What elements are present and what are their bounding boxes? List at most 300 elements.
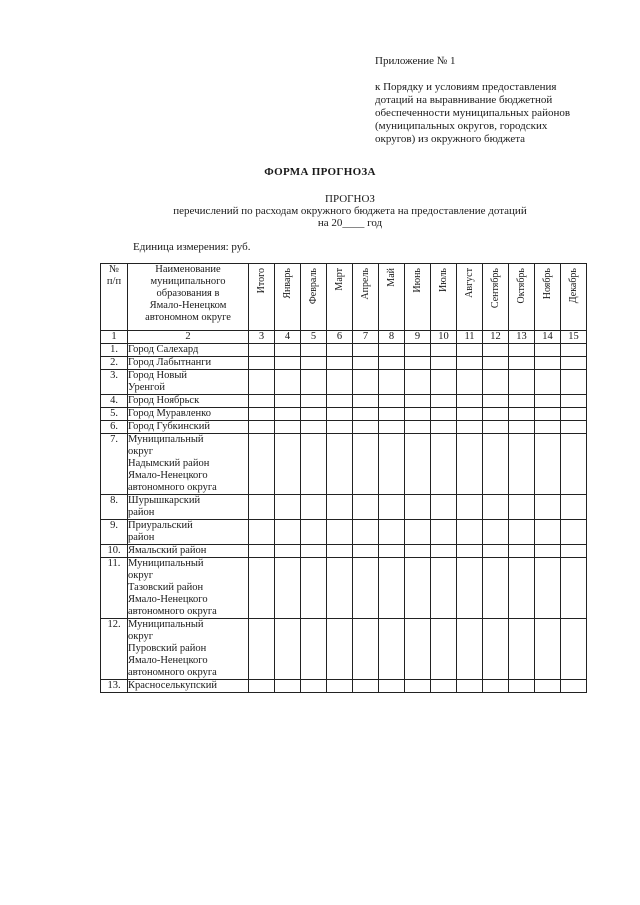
table-row — [101, 520, 587, 545]
prognoz-line-2: на 20____ год — [317, 217, 383, 229]
municipality-name-line: Тазовский район — [128, 582, 204, 593]
value-cell[interactable] — [535, 495, 561, 520]
value-cell[interactable] — [431, 680, 457, 693]
value-cell[interactable] — [457, 619, 483, 680]
header-name-line: Наименование — [155, 264, 221, 275]
value-cell[interactable] — [379, 520, 405, 545]
units-label: Единица измерения: руб. — [133, 241, 251, 253]
municipality-name — [128, 370, 249, 395]
value-cell[interactable] — [483, 370, 509, 395]
header-month: Сентябрь — [489, 268, 501, 309]
header-month: Ноябрь — [541, 268, 553, 300]
municipality-name-line: автономного округа — [128, 667, 217, 678]
row-number: 10. — [101, 545, 128, 558]
municipality-name — [128, 434, 249, 495]
table-row — [101, 357, 587, 370]
table-body — [101, 344, 587, 693]
value-cell[interactable] — [509, 545, 535, 558]
value-cell[interactable] — [535, 370, 561, 395]
header-month: Апрель — [359, 268, 371, 300]
value-cell[interactable] — [483, 619, 509, 680]
prognoz-heading: ПРОГНОЗ — [325, 193, 375, 205]
value-cell[interactable] — [483, 558, 509, 619]
value-cell[interactable] — [301, 395, 327, 408]
value-cell[interactable] — [275, 357, 301, 370]
municipality-name — [128, 421, 249, 434]
value-cell[interactable] — [483, 395, 509, 408]
column-number: 15 — [561, 331, 587, 344]
header-month-cell — [457, 264, 483, 331]
value-cell[interactable] — [431, 395, 457, 408]
header-month: Август — [463, 268, 475, 298]
value-cell[interactable] — [275, 520, 301, 545]
value-cell[interactable] — [483, 545, 509, 558]
municipality-name — [128, 495, 249, 520]
row-number: 5. — [101, 408, 128, 421]
value-cell[interactable] — [535, 680, 561, 693]
value-cell[interactable] — [353, 545, 379, 558]
value-cell[interactable] — [561, 395, 587, 408]
header-month: Июль — [437, 268, 449, 292]
value-cell[interactable] — [249, 545, 275, 558]
value-cell[interactable] — [535, 434, 561, 495]
value-cell[interactable] — [327, 619, 353, 680]
value-cell[interactable] — [275, 395, 301, 408]
value-cell[interactable] — [301, 408, 327, 421]
value-cell[interactable] — [457, 434, 483, 495]
municipality-name — [128, 344, 249, 357]
header-month: Январь — [281, 268, 293, 299]
header-month-cell — [405, 264, 431, 331]
value-cell[interactable] — [509, 558, 535, 619]
column-number: 2 — [128, 331, 249, 344]
header-month-cell — [275, 264, 301, 331]
municipality-name-line: Город Лабытнанги — [128, 357, 212, 368]
value-cell[interactable] — [405, 344, 431, 357]
value-cell[interactable] — [405, 680, 431, 693]
municipality-name-line: Красноселькупский — [128, 680, 218, 691]
value-cell[interactable] — [431, 421, 457, 434]
value-cell[interactable] — [405, 545, 431, 558]
header-row — [101, 264, 587, 331]
header-month-cell — [431, 264, 457, 331]
municipality-name-line: автономного округа — [128, 482, 217, 493]
appendix-line: дотаций на выравнивание бюджетной — [375, 94, 553, 106]
municipality-name-line: Город Губкинский — [128, 421, 211, 432]
value-cell[interactable] — [431, 558, 457, 619]
row-number: 9. — [101, 520, 128, 545]
value-cell[interactable] — [275, 545, 301, 558]
value-cell[interactable] — [561, 434, 587, 495]
column-number: 10 — [431, 331, 457, 344]
value-cell[interactable] — [327, 558, 353, 619]
header-name-line: автономном округе — [145, 312, 231, 323]
column-number: 13 — [509, 331, 535, 344]
header-month-cell — [249, 264, 275, 331]
table-row — [101, 408, 587, 421]
value-cell[interactable] — [379, 408, 405, 421]
value-cell[interactable] — [327, 357, 353, 370]
value-cell[interactable] — [431, 545, 457, 558]
row-number: 4. — [101, 395, 128, 408]
value-cell[interactable] — [379, 558, 405, 619]
municipality-name-line: Муниципальный — [128, 434, 204, 445]
value-cell[interactable] — [249, 520, 275, 545]
header-month-cell — [353, 264, 379, 331]
value-cell[interactable] — [561, 370, 587, 395]
value-cell[interactable] — [327, 495, 353, 520]
header-month-cell — [327, 264, 353, 331]
appendix-line: к Порядку и условиям предоставления — [375, 81, 557, 93]
municipality-name-line: Город Муравленко — [128, 408, 211, 419]
value-cell[interactable] — [483, 495, 509, 520]
row-number: 1. — [101, 344, 128, 357]
value-cell[interactable] — [275, 495, 301, 520]
value-cell[interactable] — [561, 344, 587, 357]
value-cell[interactable] — [405, 520, 431, 545]
value-cell[interactable] — [249, 370, 275, 395]
value-cell[interactable] — [275, 421, 301, 434]
header-total: Итого — [255, 268, 267, 294]
value-cell[interactable] — [405, 370, 431, 395]
value-cell[interactable] — [353, 344, 379, 357]
header-month: Май — [385, 268, 397, 287]
table-row — [101, 680, 587, 693]
header-num-line: № — [108, 264, 120, 275]
value-cell[interactable] — [327, 370, 353, 395]
header-month-cell — [535, 264, 561, 331]
municipality-name-line: Город Салехард — [128, 344, 199, 355]
value-cell[interactable] — [275, 434, 301, 495]
table-row — [101, 434, 587, 495]
value-cell[interactable] — [405, 357, 431, 370]
value-cell[interactable] — [457, 680, 483, 693]
value-cell[interactable] — [379, 344, 405, 357]
table-row — [101, 395, 587, 408]
value-cell[interactable] — [457, 395, 483, 408]
value-cell[interactable] — [379, 680, 405, 693]
value-cell[interactable] — [535, 408, 561, 421]
value-cell[interactable] — [509, 408, 535, 421]
column-number: 7 — [353, 331, 379, 344]
value-cell[interactable] — [509, 370, 535, 395]
column-number: 12 — [483, 331, 509, 344]
value-cell[interactable] — [249, 558, 275, 619]
header-month: Декабрь — [567, 268, 579, 304]
row-number: 13. — [101, 680, 128, 693]
value-cell[interactable] — [509, 680, 535, 693]
value-cell[interactable] — [301, 545, 327, 558]
value-cell[interactable] — [301, 558, 327, 619]
value-cell[interactable] — [509, 421, 535, 434]
value-cell[interactable] — [561, 545, 587, 558]
value-cell[interactable] — [353, 370, 379, 395]
value-cell[interactable] — [457, 520, 483, 545]
column-number: 4 — [275, 331, 301, 344]
value-cell[interactable] — [249, 434, 275, 495]
value-cell[interactable] — [301, 421, 327, 434]
header-num-line: п/п — [106, 276, 122, 287]
value-cell[interactable] — [535, 344, 561, 357]
value-cell[interactable] — [509, 520, 535, 545]
value-cell[interactable] — [249, 344, 275, 357]
header-month: Октябрь — [515, 268, 527, 304]
value-cell[interactable] — [561, 408, 587, 421]
value-cell[interactable] — [249, 495, 275, 520]
value-cell[interactable] — [457, 558, 483, 619]
value-cell[interactable] — [353, 434, 379, 495]
municipality-name-line: район — [128, 507, 155, 518]
value-cell[interactable] — [353, 408, 379, 421]
value-cell[interactable] — [405, 495, 431, 520]
value-cell[interactable] — [509, 344, 535, 357]
value-cell[interactable] — [301, 434, 327, 495]
municipality-name-line: Приуральский — [128, 520, 193, 531]
value-cell[interactable] — [431, 520, 457, 545]
value-cell[interactable] — [483, 680, 509, 693]
value-cell[interactable] — [379, 357, 405, 370]
value-cell[interactable] — [353, 495, 379, 520]
column-number: 6 — [327, 331, 353, 344]
value-cell[interactable] — [275, 344, 301, 357]
appendix-text — [375, 81, 615, 146]
value-cell[interactable] — [561, 680, 587, 693]
value-cell[interactable] — [327, 680, 353, 693]
header-month-cell — [379, 264, 405, 331]
value-cell[interactable] — [301, 495, 327, 520]
value-cell[interactable] — [405, 434, 431, 495]
value-cell[interactable] — [457, 357, 483, 370]
value-cell[interactable] — [457, 408, 483, 421]
header-month-cell — [483, 264, 509, 331]
column-number: 11 — [457, 331, 483, 344]
header-num-cell — [101, 264, 128, 331]
value-cell[interactable] — [431, 344, 457, 357]
value-cell[interactable] — [353, 520, 379, 545]
value-cell[interactable] — [353, 558, 379, 619]
municipality-name — [128, 558, 249, 619]
value-cell[interactable] — [561, 619, 587, 680]
value-cell[interactable] — [327, 520, 353, 545]
value-cell[interactable] — [379, 421, 405, 434]
header-month: Июнь — [411, 268, 423, 293]
appendix-line: (муниципальных округов, городских — [375, 120, 548, 132]
value-cell[interactable] — [379, 434, 405, 495]
value-cell[interactable] — [457, 421, 483, 434]
value-cell[interactable] — [327, 421, 353, 434]
value-cell[interactable] — [405, 395, 431, 408]
municipality-name-line: округ — [128, 570, 154, 581]
value-cell[interactable] — [353, 395, 379, 408]
value-cell[interactable] — [457, 370, 483, 395]
value-cell[interactable] — [275, 680, 301, 693]
header-month-cell — [509, 264, 535, 331]
value-cell[interactable] — [457, 495, 483, 520]
municipality-name — [128, 680, 249, 693]
value-cell[interactable] — [379, 545, 405, 558]
value-cell[interactable] — [327, 434, 353, 495]
value-cell[interactable] — [457, 344, 483, 357]
appendix-number: Приложение № 1 — [375, 55, 456, 67]
value-cell[interactable] — [353, 357, 379, 370]
municipality-name-line: автономного округа — [128, 606, 217, 617]
municipality-name — [128, 545, 249, 558]
prognoz-line-1: перечислений по расходам окружного бюджета на предоставление дотаций — [173, 205, 527, 217]
row-number: 11. — [101, 558, 128, 619]
value-cell[interactable] — [509, 619, 535, 680]
value-cell[interactable] — [275, 619, 301, 680]
table-row — [101, 421, 587, 434]
municipality-name-line: Ямало-Ненецкого — [128, 594, 208, 605]
column-number: 8 — [379, 331, 405, 344]
municipality-name-line: Надымский район — [128, 458, 210, 469]
municipality-name-line: Муниципальный — [128, 558, 204, 569]
municipality-name — [128, 408, 249, 421]
municipality-name-line: Шурышкарский — [128, 495, 201, 506]
value-cell[interactable] — [249, 421, 275, 434]
municipality-name-line: округ — [128, 446, 154, 457]
table-row — [101, 558, 587, 619]
value-cell[interactable] — [483, 421, 509, 434]
value-cell[interactable] — [379, 395, 405, 408]
table-row — [101, 495, 587, 520]
municipality-name — [128, 357, 249, 370]
value-cell[interactable] — [431, 495, 457, 520]
row-number: 12. — [101, 619, 128, 680]
value-cell[interactable] — [535, 520, 561, 545]
value-cell[interactable] — [353, 619, 379, 680]
column-number: 14 — [535, 331, 561, 344]
value-cell[interactable] — [405, 558, 431, 619]
table-row — [101, 545, 587, 558]
row-number: 6. — [101, 421, 128, 434]
appendix-line: округов) из окружного бюджета — [375, 133, 526, 145]
column-number: 5 — [301, 331, 327, 344]
value-cell[interactable] — [405, 408, 431, 421]
value-cell[interactable] — [535, 357, 561, 370]
column-number: 3 — [249, 331, 275, 344]
table-row — [101, 619, 587, 680]
value-cell[interactable] — [509, 395, 535, 408]
value-cell[interactable] — [431, 357, 457, 370]
appendix-line: обеспеченности муниципальных районов — [375, 107, 571, 119]
header-name-line: Ямало-Ненецком — [149, 300, 227, 311]
value-cell[interactable] — [561, 558, 587, 619]
municipality-name — [128, 520, 249, 545]
municipality-name-line: Ямальский район — [128, 545, 207, 556]
value-cell[interactable] — [379, 370, 405, 395]
appendix-block — [375, 55, 615, 146]
value-cell[interactable] — [431, 408, 457, 421]
value-cell[interactable] — [405, 421, 431, 434]
value-cell[interactable] — [379, 495, 405, 520]
row-number: 2. — [101, 357, 128, 370]
value-cell[interactable] — [535, 545, 561, 558]
value-cell[interactable] — [431, 434, 457, 495]
municipality-name-line: Пуровский район — [128, 643, 207, 654]
value-cell[interactable] — [561, 520, 587, 545]
value-cell[interactable] — [249, 680, 275, 693]
municipality-name-line: Ямало-Ненецкого — [128, 470, 208, 481]
value-cell[interactable] — [301, 680, 327, 693]
column-number-row — [101, 331, 587, 344]
header-month: Март — [333, 268, 345, 291]
value-cell[interactable] — [483, 434, 509, 495]
value-cell[interactable] — [431, 370, 457, 395]
header-month-cell — [301, 264, 327, 331]
value-cell[interactable] — [301, 357, 327, 370]
row-number: 3. — [101, 370, 128, 395]
value-cell[interactable] — [379, 619, 405, 680]
row-number: 8. — [101, 495, 128, 520]
header-name-line: образования в — [156, 288, 220, 299]
value-cell[interactable] — [535, 395, 561, 408]
value-cell[interactable] — [457, 545, 483, 558]
value-cell[interactable] — [483, 344, 509, 357]
value-cell[interactable] — [249, 357, 275, 370]
column-number: 1 — [101, 331, 128, 344]
value-cell[interactable] — [535, 619, 561, 680]
table-row — [101, 370, 587, 395]
row-number: 7. — [101, 434, 128, 495]
forecast-table — [100, 263, 587, 693]
value-cell[interactable] — [509, 357, 535, 370]
value-cell[interactable] — [301, 344, 327, 357]
municipality-name-line: Город Новый — [128, 370, 188, 381]
value-cell[interactable] — [327, 545, 353, 558]
value-cell[interactable] — [353, 421, 379, 434]
value-cell[interactable] — [483, 408, 509, 421]
value-cell[interactable] — [249, 408, 275, 421]
value-cell[interactable] — [301, 520, 327, 545]
municipality-name-line: Муниципальный — [128, 619, 204, 630]
header-month-cell — [561, 264, 587, 331]
table-row — [101, 344, 587, 357]
value-cell[interactable] — [301, 370, 327, 395]
header-name-line: муниципального — [150, 276, 226, 287]
municipality-name — [128, 619, 249, 680]
municipality-name-line: Город Ноябрьск — [128, 395, 200, 406]
value-cell[interactable] — [509, 434, 535, 495]
value-cell[interactable] — [327, 395, 353, 408]
value-cell[interactable] — [275, 370, 301, 395]
value-cell[interactable] — [405, 619, 431, 680]
header-name-cell — [128, 264, 249, 331]
value-cell[interactable] — [353, 680, 379, 693]
value-cell[interactable] — [275, 408, 301, 421]
value-cell[interactable] — [561, 357, 587, 370]
value-cell[interactable] — [535, 421, 561, 434]
value-cell[interactable] — [509, 495, 535, 520]
value-cell[interactable] — [327, 344, 353, 357]
municipality-name-line: район — [128, 532, 155, 543]
value-cell[interactable] — [561, 495, 587, 520]
header-month: Февраль — [307, 268, 319, 305]
value-cell[interactable] — [535, 558, 561, 619]
value-cell[interactable] — [275, 558, 301, 619]
value-cell[interactable] — [301, 619, 327, 680]
form-title: ФОРМА ПРОГНОЗА — [264, 166, 376, 178]
value-cell[interactable] — [483, 520, 509, 545]
value-cell[interactable] — [327, 408, 353, 421]
value-cell[interactable] — [249, 395, 275, 408]
value-cell[interactable] — [561, 421, 587, 434]
municipality-name — [128, 395, 249, 408]
municipality-name-line: округ — [128, 631, 154, 642]
value-cell[interactable] — [483, 357, 509, 370]
value-cell[interactable] — [249, 619, 275, 680]
value-cell[interactable] — [431, 619, 457, 680]
